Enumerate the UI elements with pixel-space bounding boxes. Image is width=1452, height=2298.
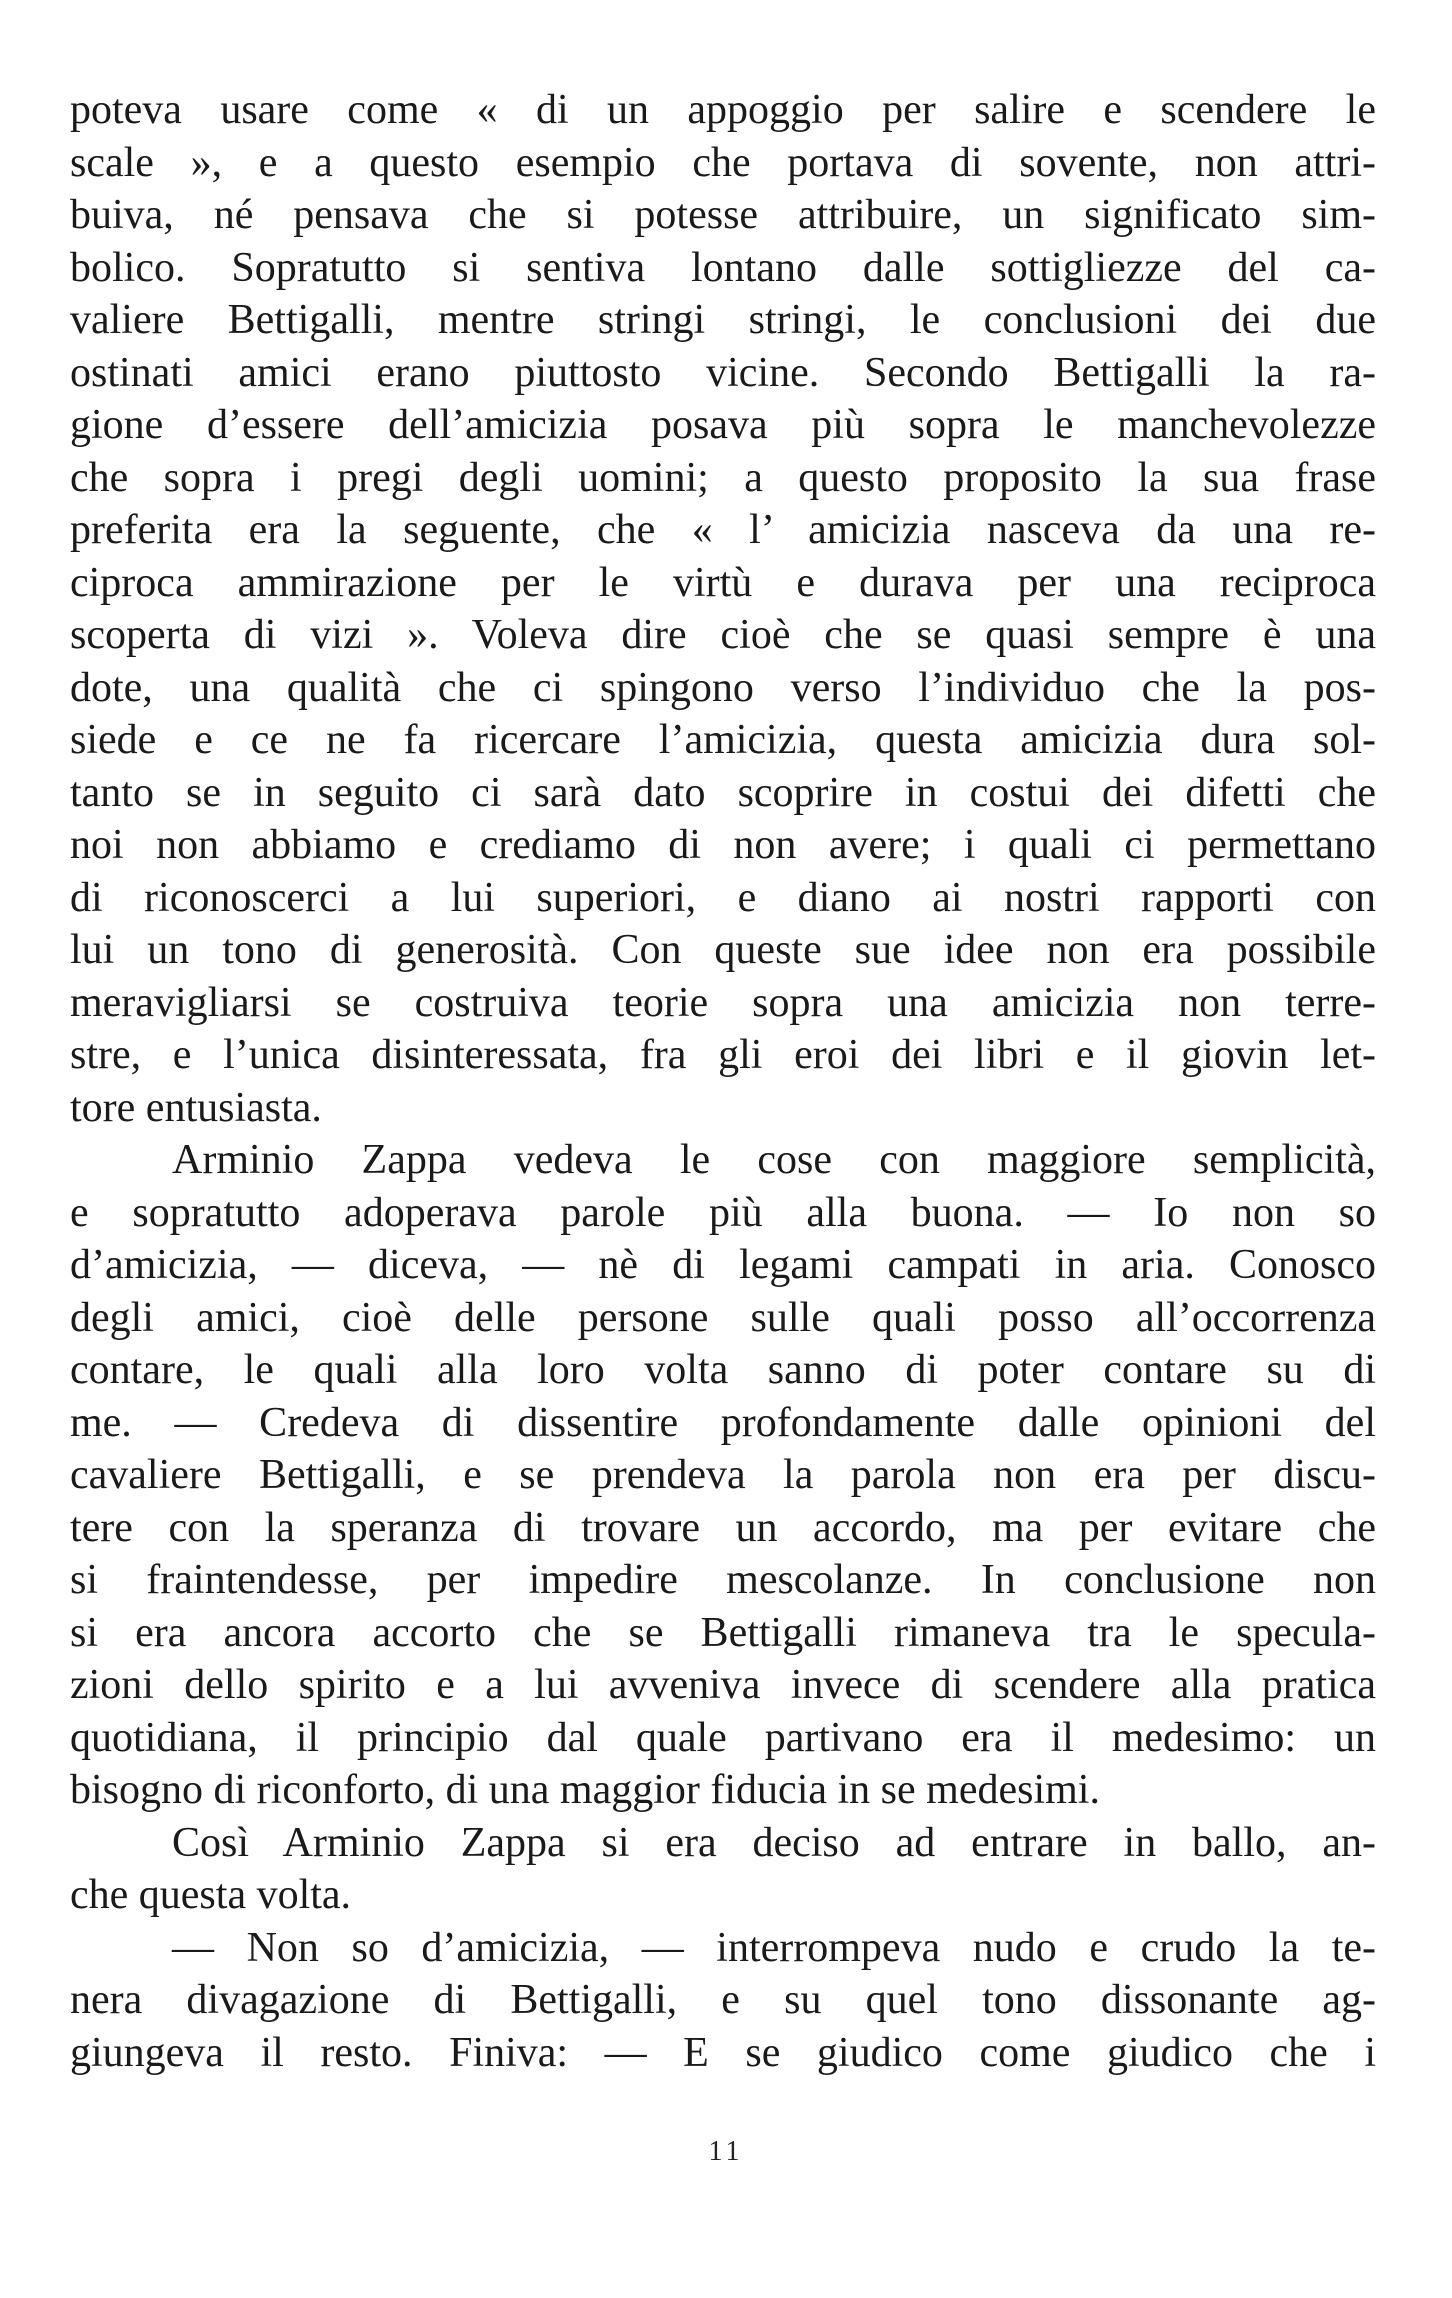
text-line: Arminio Zappa vedeva le cose con maggiore semplicità,	[172, 1137, 1376, 1183]
body-text	[70, 84, 1376, 2079]
text-line: buiva, né pensava che si potesse attribuire, un significato sim-	[70, 192, 1376, 238]
text-line: nera divagazione di Bettigalli, e su quel tono dissonante ag-	[70, 1977, 1376, 2023]
text-line: tere con la speranza di trovare un accordo, ma per evitare che	[70, 1504, 1376, 1551]
text-line: degli amici, cioè delle persone sulle quali posso all’occorrenza	[70, 1294, 1376, 1341]
text-line: quotidiana, il principio dal quale partivano era il medesimo: un	[70, 1714, 1376, 1761]
text-line: — Non so d’amicizia, — interrompeva nudo e crudo la te-	[172, 1924, 1376, 1971]
text-line: e sopratutto adoperava parole più alla buona. — Io non so	[70, 1189, 1376, 1236]
text-line: siede e ce ne fa ricercare l’amicizia, questa amicizia dura sol-	[70, 717, 1376, 763]
text-line: si fraintendesse, per impedire mescolanze. In conclusione non	[70, 1557, 1376, 1603]
text-line: dote, una qualità che ci spingono verso l’individuo che la pos-	[70, 664, 1376, 711]
text-line: tanto se in seguito ci sarà dato scoprire in costui dei difetti che	[70, 769, 1376, 816]
text-line: lui un tono di generosità. Con queste sue idee non era possibile	[70, 927, 1376, 973]
text-line: contare, le quali alla loro volta sanno di poter contare su di	[70, 1347, 1376, 1393]
text-line: noi non abbiamo e crediamo di non avere; i quali ci permettano	[70, 822, 1376, 868]
text-line: d’amicizia, — diceva, — nè di legami campati in aria. Conosco	[70, 1242, 1376, 1288]
text-line: tore entusiasta.	[70, 1084, 322, 1131]
text-line: giungeva il resto. Finiva: — E se giudico come giudico che i	[70, 2029, 1376, 2076]
text-line: ostinati amici erano piuttosto vicine. Secondo Bettigalli la ra-	[70, 349, 1376, 396]
text-line: meravigliarsi se costruiva teorie sopra una amicizia non terre-	[70, 979, 1376, 1026]
text-line: me. — Credeva di dissentire profondamente dalle opinioni del	[70, 1399, 1376, 1446]
text-line: ciproca ammirazione per le virtù e durava per una reciproca	[70, 559, 1376, 606]
text-line: poteva usare come « di un appoggio per salire e scendere le	[70, 87, 1376, 133]
text-line: cavaliere Bettigalli, e se prendeva la parola non era per discu-	[70, 1452, 1376, 1498]
page-number: 11	[708, 2136, 744, 2167]
text-line: preferita era la seguente, che « l’ amicizia nasceva da una re-	[70, 507, 1376, 553]
text-line: di riconoscerci a lui superiori, e diano ai nostri rapporti con	[70, 874, 1376, 921]
text-line: bolico. Sopratutto si sentiva lontano dalle sottigliezze del ca-	[70, 244, 1376, 291]
text-line: scoperta di vizi ». Voleva dire cioè che se quasi sempre è una	[70, 612, 1376, 658]
text-line: bisogno di riconforto, di una maggior fiducia in se medesimi.	[70, 1767, 1100, 1813]
text-line: si era ancora accorto che se Bettigalli rimaneva tra le specula-	[70, 1609, 1376, 1656]
text-line: che sopra i pregi degli uomini; a questo proposito la sua frase	[70, 454, 1376, 501]
text-line: che questa volta.	[70, 1872, 352, 1918]
text-line: scale », e a questo esempio che portava di sovente, non attri-	[70, 139, 1376, 186]
text-line: gione d’essere dell’amicizia posava più sopra le manchevolezze	[70, 402, 1376, 448]
text-line: stre, e l’unica disinteressata, fra gli eroi dei libri e il giovin let-	[70, 1032, 1376, 1078]
text-line: zioni dello spirito e a lui avveniva invece di scendere alla pratica	[70, 1662, 1376, 1708]
text-line: Così Arminio Zappa si era deciso ad entrare in ballo, an-	[172, 1819, 1376, 1866]
text-line: valiere Bettigalli, mentre stringi stringi, le conclusioni dei due	[70, 297, 1376, 343]
